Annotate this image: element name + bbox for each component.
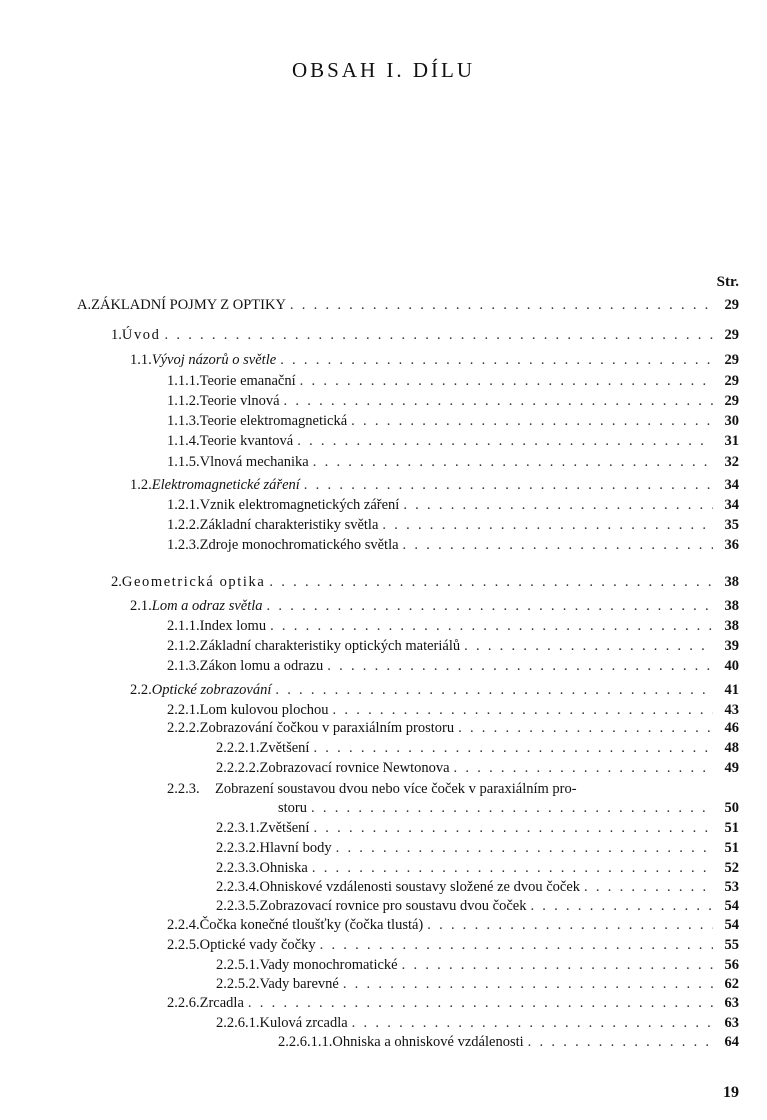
toc-entry[interactable] xyxy=(216,957,739,977)
toc-entry-page: 35 xyxy=(724,517,739,533)
toc-entry-page: 34 xyxy=(724,477,739,493)
dot-leader xyxy=(267,598,713,615)
toc-entry-title: Lom kulovou plochou xyxy=(199,702,329,718)
toc-entry-page: 38 xyxy=(724,574,739,590)
toc-entry-title: Vývoj názorů o světle xyxy=(151,352,277,368)
toc-entry[interactable] xyxy=(167,917,739,937)
toc-entry-title: Zobrazování čočkou v paraxiálním prostoru xyxy=(199,720,455,736)
toc-entry-number: 2.2. xyxy=(130,682,152,698)
toc-entry-page: 39 xyxy=(724,638,739,654)
dot-leader xyxy=(528,1034,713,1051)
toc-entry-page: 43 xyxy=(724,702,739,718)
dot-leader xyxy=(427,917,713,934)
toc-entry-title: Čočka konečné tloušťky (čočka tlustá) xyxy=(199,917,424,933)
page-title: OBSAH I. DÍLU xyxy=(291,58,476,82)
toc-entry-number: 2. xyxy=(111,574,122,590)
toc-entry-title: Elektromagnetické záření xyxy=(151,477,300,493)
toc-entry[interactable] xyxy=(216,760,739,780)
toc-entry-number: 2.2.5.1. xyxy=(216,957,260,973)
toc-entry-title: Kulová zrcadla xyxy=(259,1015,348,1031)
toc-entry-title: Ohniska xyxy=(259,860,308,876)
toc-entry-title: Vlnová mechanika xyxy=(199,454,309,470)
dot-leader xyxy=(352,1015,713,1032)
toc-entry-page: 63 xyxy=(724,1015,739,1031)
dot-leader xyxy=(584,879,713,896)
toc-entry-page: 63 xyxy=(724,995,739,1011)
toc-entry-title: Zvětšení xyxy=(259,740,310,756)
dot-leader xyxy=(464,638,713,655)
toc-entry-title: Optické vady čočky xyxy=(199,937,316,953)
dot-leader xyxy=(343,976,713,993)
toc-entry-number: 2.2.3.3. xyxy=(216,860,260,876)
toc-entry[interactable] xyxy=(216,1015,739,1035)
toc-entry-number: 1.1. xyxy=(130,352,152,368)
dot-leader xyxy=(300,373,713,390)
toc-entry-title: Zákon lomu a odrazu xyxy=(199,658,324,674)
toc-entry-page: 29 xyxy=(724,297,739,313)
toc-entry[interactable] xyxy=(167,497,739,517)
toc-entry-number: 1.1.2. xyxy=(167,393,200,409)
dot-leader xyxy=(311,800,713,817)
toc-entry-title: Teorie emanační xyxy=(199,373,296,389)
toc-entry-title: Základní charakteristiky světla xyxy=(199,517,379,533)
toc-entry[interactable] xyxy=(167,373,739,393)
dot-leader xyxy=(351,413,713,430)
toc-entry-number: 2.2.1. xyxy=(167,702,200,718)
toc-entry-page: 29 xyxy=(724,373,739,389)
toc-entry-page: 34 xyxy=(724,497,739,513)
toc-entry-page: 48 xyxy=(724,740,739,756)
toc-entry-page: 50 xyxy=(724,800,739,816)
toc-entry-page: 40 xyxy=(724,658,739,674)
toc-entry[interactable] xyxy=(216,820,739,840)
toc-entry-number: 2.1.2. xyxy=(167,638,200,654)
toc-entry-title: Úvod xyxy=(121,327,161,343)
toc-entry-page: 38 xyxy=(724,618,739,634)
toc-entry[interactable] xyxy=(167,393,739,413)
toc-entry[interactable] xyxy=(216,840,739,860)
dot-leader xyxy=(165,327,714,344)
toc-entry-number: 2.2.5. xyxy=(167,937,200,953)
toc-entry-page: 36 xyxy=(724,537,739,553)
toc-entry-page: 64 xyxy=(724,1034,739,1050)
toc-entry-title: Zrcadla xyxy=(199,995,244,1011)
toc-entry-number: 2.2.3.5. xyxy=(216,898,260,914)
toc-entry-page: 29 xyxy=(724,352,739,368)
toc-entry[interactable] xyxy=(167,517,739,537)
toc-entry-title: Zobrazení soustavou dvou nebo více čoček v paraxiálním pro- xyxy=(215,781,577,797)
dot-leader xyxy=(269,574,713,591)
page-number: 19 xyxy=(723,1084,739,1101)
dot-leader xyxy=(304,477,713,494)
dot-leader xyxy=(313,454,713,471)
toc-entry-page: 62 xyxy=(724,976,739,992)
toc-entry-title: Vady monochromatické xyxy=(259,957,398,973)
toc-entry[interactable] xyxy=(216,860,739,880)
toc-entry[interactable] xyxy=(130,682,739,702)
toc-entry-title: Základní charakteristiky optických materiálů xyxy=(199,638,461,654)
toc-entry-page: 46 xyxy=(724,720,739,736)
toc-entry[interactable] xyxy=(130,598,739,618)
toc-entry-page: 38 xyxy=(724,598,739,614)
dot-leader xyxy=(320,937,713,954)
dot-leader xyxy=(313,740,713,757)
toc-entry-number: 1.1.5. xyxy=(167,454,200,470)
dot-leader xyxy=(336,840,713,857)
toc-entry-title: Optické zobrazování xyxy=(151,682,272,698)
toc-entry-number: 2.2.3.4. xyxy=(216,879,260,895)
toc-entry-title: storu xyxy=(278,800,307,816)
toc-entry-title: Zobrazovací rovnice pro soustavu dvou čoček xyxy=(259,898,527,914)
toc-entry-number: 2.1. xyxy=(130,598,152,614)
dot-leader xyxy=(270,618,713,635)
dot-leader xyxy=(333,702,713,719)
toc-entry-page: 55 xyxy=(724,937,739,953)
toc-entry-title: Zobrazovací rovnice Newtonova xyxy=(259,760,450,776)
dot-leader xyxy=(402,957,713,974)
toc-entry[interactable] xyxy=(278,800,739,820)
toc-entry-number: 1.2.2. xyxy=(167,517,200,533)
toc-entry-number: 2.1.1. xyxy=(167,618,200,634)
toc-entry-number: 2.2.3.2. xyxy=(216,840,260,856)
toc-entry-number: 2.2.6.1.1. xyxy=(278,1034,333,1050)
toc-entry-number: 2.2.3. xyxy=(167,781,200,797)
toc-entry-title: Zdroje monochromatického světla xyxy=(199,537,399,553)
toc-entry-title: Lom a odraz světla xyxy=(151,598,263,614)
toc-entry[interactable] xyxy=(167,537,739,557)
toc-entry-page: 52 xyxy=(724,860,739,876)
toc-entry[interactable] xyxy=(167,413,739,433)
toc-entry-number: 2.2.2.1. xyxy=(216,740,260,756)
toc-entry[interactable] xyxy=(167,618,739,638)
toc-entry-title: Vady barevné xyxy=(259,976,339,992)
toc-entry[interactable] xyxy=(278,1034,739,1054)
toc-entry-title: Index lomu xyxy=(199,618,267,634)
toc-entry[interactable] xyxy=(167,638,739,658)
toc-entry-page: 53 xyxy=(724,879,739,895)
toc-entry-page: 51 xyxy=(724,840,739,856)
toc-entry[interactable] xyxy=(130,352,739,372)
toc-entry-number: 2.2.4. xyxy=(167,917,200,933)
toc-entry-page: 51 xyxy=(724,820,739,836)
toc-entry-page: 41 xyxy=(724,682,739,698)
dot-leader xyxy=(275,682,713,699)
toc-entry-title: Zvětšení xyxy=(259,820,310,836)
toc-entry-title: Teorie vlnová xyxy=(199,393,280,409)
dot-leader xyxy=(248,995,713,1012)
toc-entry-title: Ohniskové vzdálenosti soustavy složené ze dvou čoček xyxy=(259,879,581,895)
toc-entry[interactable] xyxy=(130,477,739,497)
dot-leader xyxy=(313,820,713,837)
toc-entry[interactable] xyxy=(167,658,739,678)
toc-entry-number: 1.1.3. xyxy=(167,413,200,429)
toc-entry-number: 2.1.3. xyxy=(167,658,200,674)
toc-entry-number: 2.2.5.2. xyxy=(216,976,260,992)
dot-leader xyxy=(454,760,713,777)
toc-entry-title: Teorie kvantová xyxy=(199,433,294,449)
toc-entry[interactable] xyxy=(216,898,739,918)
dot-leader xyxy=(280,352,713,369)
toc-entry-title: Hlavní body xyxy=(259,840,332,856)
toc-entry-number: 1.1.4. xyxy=(167,433,200,449)
toc-entry[interactable] xyxy=(167,454,739,474)
toc-entry[interactable] xyxy=(167,720,739,740)
dot-leader xyxy=(458,720,713,737)
dot-leader xyxy=(403,537,713,554)
toc-entry[interactable] xyxy=(167,702,739,722)
toc-entry-number: 1.1.1. xyxy=(167,373,200,389)
toc-entry-number: 1.2.3. xyxy=(167,537,200,553)
toc-entry-number: 2.2.2.2. xyxy=(216,760,260,776)
toc-entry[interactable] xyxy=(111,574,739,594)
toc-entry[interactable] xyxy=(216,740,739,760)
toc-entry-title: Ohniska a ohniskové vzdálenosti xyxy=(332,1034,524,1050)
toc-entry-number: A. xyxy=(77,297,92,313)
toc-entry-number: 1.2. xyxy=(130,477,152,493)
toc-entry-number: 1. xyxy=(111,327,122,343)
toc-entry-page: 56 xyxy=(724,957,739,973)
dot-leader xyxy=(530,898,713,915)
toc-entry[interactable] xyxy=(216,879,739,899)
dot-leader xyxy=(312,860,713,877)
toc-entry-page: 29 xyxy=(724,327,739,343)
toc-entry[interactable] xyxy=(167,995,739,1015)
toc-entry[interactable] xyxy=(167,937,739,957)
dot-leader xyxy=(290,297,713,314)
dot-leader xyxy=(284,393,713,410)
toc-entry[interactable] xyxy=(167,781,739,801)
dot-leader xyxy=(297,433,713,450)
toc-entry-page: 31 xyxy=(724,433,739,449)
toc-entry[interactable] xyxy=(216,976,739,996)
toc-entry-title: Geometrická optika xyxy=(121,574,266,590)
toc-entry[interactable] xyxy=(111,327,739,347)
dot-leader xyxy=(327,658,713,675)
toc-entry-title: ZÁKLADNÍ POJMY Z OPTIKY xyxy=(91,297,286,313)
toc-entry-number: 2.2.6. xyxy=(167,995,200,1011)
page-column-label: Str. xyxy=(716,274,739,290)
toc-entry-number: 2.2.6.1. xyxy=(216,1015,260,1031)
toc-entry[interactable] xyxy=(77,297,739,317)
toc-entry-number: 2.2.3.1. xyxy=(216,820,260,836)
toc-entry-page: 32 xyxy=(724,454,739,470)
toc-entry-page: 49 xyxy=(724,760,739,776)
toc-entry-page: 29 xyxy=(724,393,739,409)
toc-entry-title: Vznik elektromagnetických záření xyxy=(199,497,400,513)
toc-entry[interactable] xyxy=(167,433,739,453)
toc-entry-page: 54 xyxy=(724,917,739,933)
dot-leader xyxy=(403,497,713,514)
toc-entry-page: 54 xyxy=(724,898,739,914)
toc-entry-number: 1.2.1. xyxy=(167,497,200,513)
toc-entry-title: Teorie elektromagnetická xyxy=(199,413,348,429)
toc-entry-page: 30 xyxy=(724,413,739,429)
dot-leader xyxy=(382,517,713,534)
toc-entry-number: 2.2.2. xyxy=(167,720,200,736)
